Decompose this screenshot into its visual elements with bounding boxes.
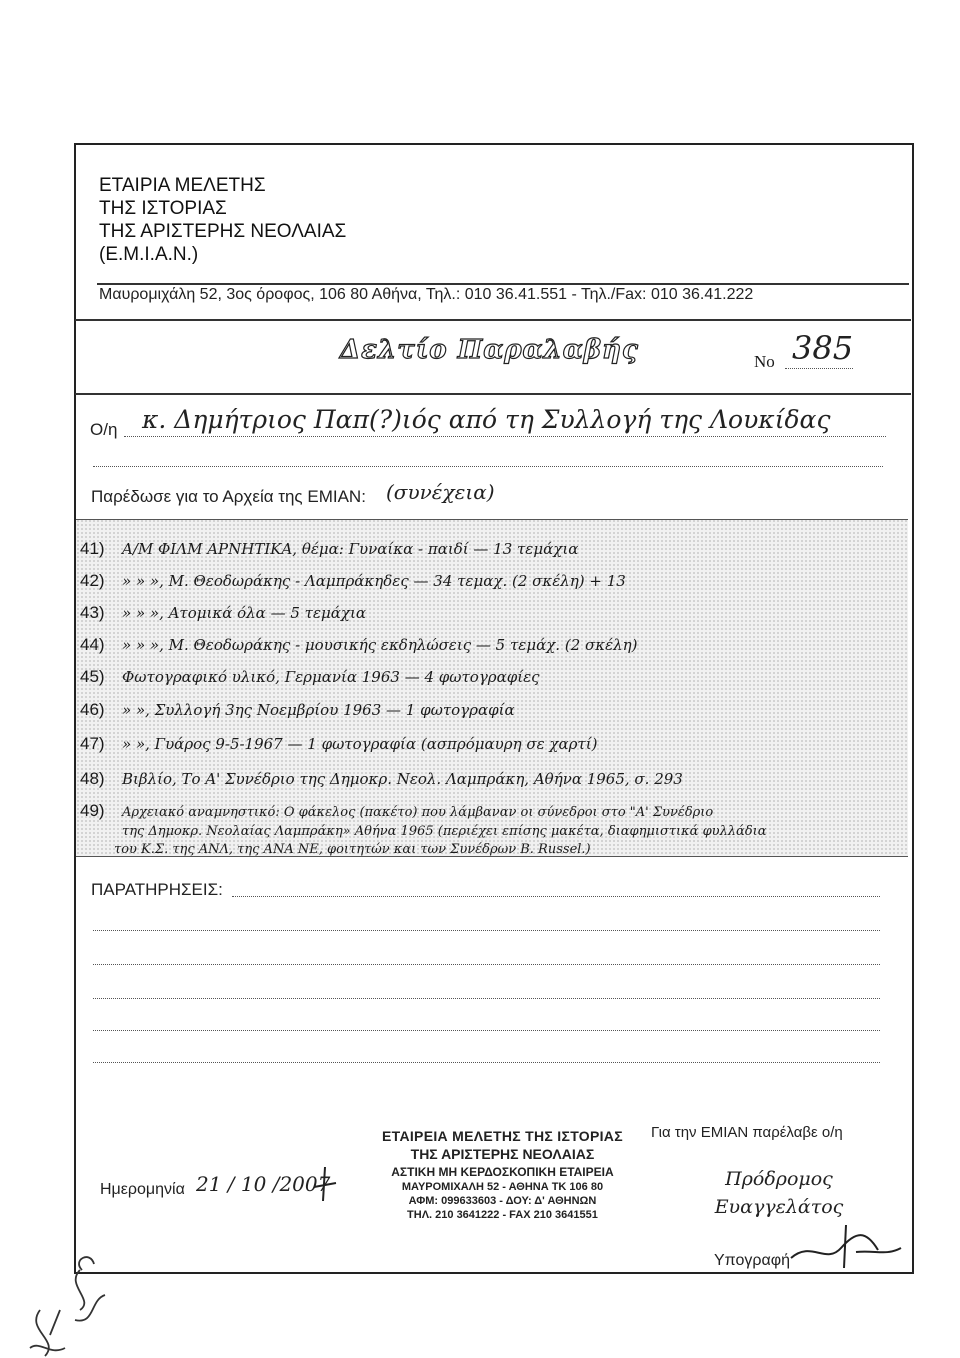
- number-value: 385: [792, 329, 854, 367]
- form-title: Δελτίο Παραλαβής: [340, 335, 639, 365]
- list-item: [80, 635, 637, 655]
- org-name-line3: ΤΗΣ ΑΡΙΣΤΕΡΗΣ ΝΕΟΛΑΙΑΣ: [99, 221, 347, 242]
- list-item: [80, 734, 597, 754]
- stamp-line6: ΤΗΛ. 210 3641222 - FAX 210 3641551: [407, 1209, 598, 1221]
- recipient-dotted-line-2: [93, 466, 883, 467]
- recipient-label: Ο/η: [90, 420, 118, 439]
- list-item: [80, 539, 578, 559]
- number-dotted-line: [785, 368, 853, 369]
- item-text: του Κ.Σ. της ΑΝΛ, της ΑΝΑ ΝΕ, φοιτητών και των Συνέδρων Β. Russel.): [114, 842, 591, 857]
- item-text: Βιβλίο, Το Α' Συνέδριο της Δημοκρ. Νεολ. Λαμπράκη, Αθήνα 1965, σ. 293: [122, 770, 683, 788]
- header-divider: [97, 283, 909, 285]
- list-item: [80, 822, 767, 840]
- item-number: 49): [80, 801, 105, 820]
- org-address: Μαυρομιχάλη 52, 3ος όροφος, 106 80 Αθήνα, Τηλ.: 010 36.41.551 - Τηλ./Fax: 010 36.41.222: [99, 286, 754, 303]
- list-item: [80, 667, 540, 687]
- list-item: [80, 769, 683, 789]
- remarks-label: ΠΑΡΑΤΗΡΗΣΕΙΣ:: [91, 880, 223, 899]
- list-item: [80, 571, 626, 591]
- list-item: [80, 801, 713, 821]
- remarks-line-1: [232, 896, 880, 897]
- item-number: 45): [80, 667, 105, 686]
- remarks-line-3: [93, 964, 880, 965]
- org-name-line2: ΤΗΣ ΙΣΤΟΡΙΑΣ: [99, 198, 227, 219]
- receiver-label: Για την ΕΜΙΑΝ παρέλαβε ο/η: [651, 1124, 843, 1141]
- delivered-label: Παρέδωσε για το Αρχεία της ΕΜΙΑΝ:: [91, 487, 366, 506]
- receiver-value: Πρόδρομος Ευαγγελάτος: [714, 1168, 844, 1218]
- delivered-value: (συνέχεια): [386, 480, 495, 504]
- stamp-line2: ΤΗΣ ΑΡΙΣΤΕΡΗΣ ΝΕΟΛΑΙΑΣ: [410, 1146, 595, 1162]
- org-name-line1: ΕΤΑΙΡΙΑ ΜΕΛΕΤΗΣ: [99, 175, 266, 196]
- stamp-line5: ΑΦΜ: 099633603 - ΔΟΥ: Δ' ΑΘΗΝΩΝ: [408, 1195, 597, 1207]
- org-acronym: (Ε.Μ.Ι.Α.Ν.): [99, 244, 199, 265]
- item-text: της Δημοκρ. Νεολαίας Λαμπράκη» Αθήνα 1965 (περιέχει επίσης μακέτα, διαφημιστικά φυλλάδια: [122, 824, 767, 839]
- number-label: No: [754, 352, 775, 371]
- list-item: [80, 700, 515, 720]
- recipient-value: κ. Δημήτριος Παπ(?)ιός από τη Συλλογή της Λουκίδας: [142, 405, 831, 434]
- item-text: Αρχειακό αναμνηστικό: Ο φάκελος (πακέτο) που λάμβαναν οι σύνεδροι στο "Α' Συνέδριο: [122, 805, 714, 820]
- signature-label: Υπογραφή: [714, 1252, 791, 1269]
- recipient-dotted-line: [124, 436, 886, 437]
- item-text: » » », Μ. Θεοδωράκης - Λαμπράκηδες — 34 τεμαχ. (2 σκέλη) + 13: [122, 572, 626, 590]
- receiver-signature-icon: [786, 1220, 906, 1270]
- remarks-line-2: [93, 930, 880, 931]
- date-signature-icon: [310, 1165, 340, 1205]
- remarks-line-6: [93, 1062, 880, 1063]
- item-text: » » », Ατομικά όλα — 5 τεμάχια: [122, 604, 366, 622]
- item-number: 47): [80, 734, 105, 753]
- list-item: [114, 840, 591, 858]
- item-text: Φωτογραφικό υλικό, Γερμανία 1963 — 4 φωτογραφίες: [122, 668, 540, 686]
- margin-signature-icon: [20, 1230, 110, 1358]
- item-number: 43): [80, 603, 105, 622]
- item-number: 48): [80, 769, 105, 788]
- stamp-line3: ΑΣΤΙΚΗ ΜΗ ΚΕΡΔΟΣΚΟΠΙΚΗ ΕΤΑΙΡΕΙΑ: [391, 1165, 614, 1179]
- item-text: » », Συλλογή 3ης Νοεμβρίου 1963 — 1 φωτογραφία: [122, 701, 515, 719]
- stamp-line4: ΜΑΥΡΟΜΙΧΑΛΗ 52 - ΑΘΗΝΑ ΤΚ 106 80: [401, 1181, 604, 1193]
- date-value: 21 / 10 /2007: [196, 1172, 331, 1196]
- stamp-line1: ΕΤΑΙΡΕΙΑ ΜΕΛΕΤΗΣ ΤΗΣ ΙΣΤΟΡΙΑΣ: [382, 1128, 623, 1144]
- items-top-border: [76, 519, 908, 520]
- item-text: » », Γυάρος 9-5-1967 — 1 φωτογραφία (ασπρόμαυρη σε χαρτί): [122, 735, 598, 753]
- date-label: Ημερομηνία: [100, 1181, 185, 1198]
- organization-stamp: [382, 1128, 623, 1221]
- remarks-line-5: [93, 1030, 880, 1031]
- item-number: 42): [80, 571, 105, 590]
- item-text: » » », Μ. Θεοδωράκης - μουσικής εκδηλώσεις — 5 τεμάχ. (2 σκέλη): [122, 636, 638, 654]
- item-number: 41): [80, 539, 105, 558]
- remarks-line-4: [93, 998, 880, 999]
- item-number: 46): [80, 700, 105, 719]
- item-text: Α/Μ ΦΙΛΜ ΑΡΝΗΤΙΚΑ, θέμα: Γυναίκα - παιδί — 13 τεμάχια: [122, 540, 579, 558]
- item-number: 44): [80, 635, 105, 654]
- list-item: [80, 603, 366, 623]
